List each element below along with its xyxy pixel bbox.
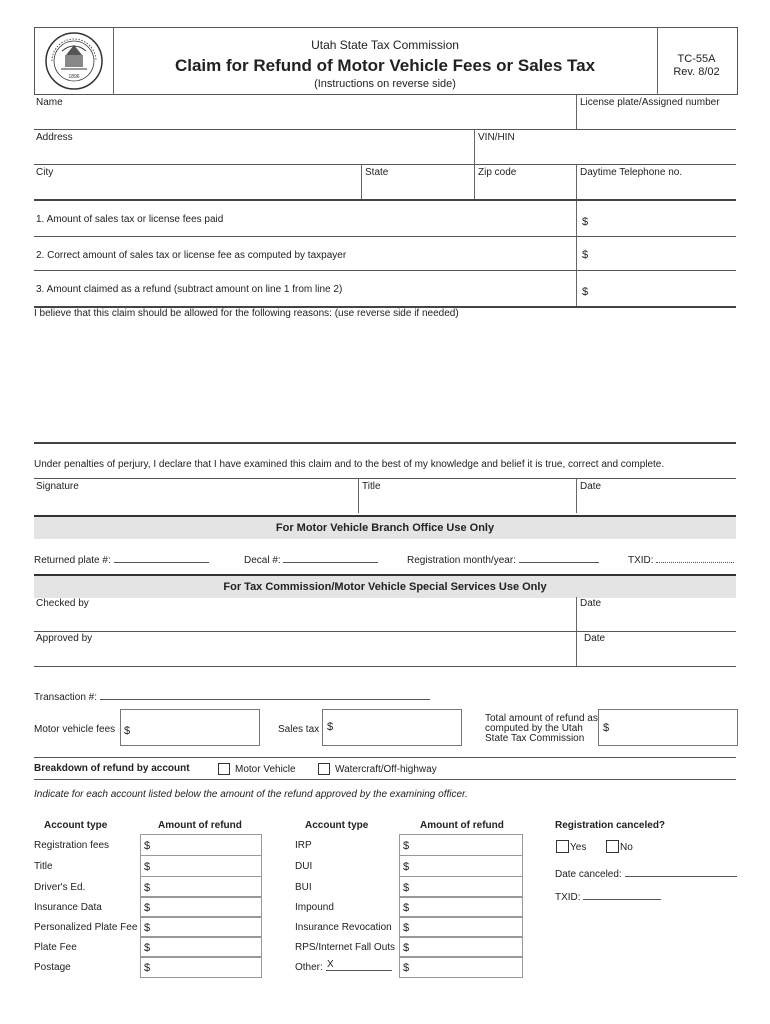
date-canceled-field[interactable] — [625, 866, 737, 877]
address-field[interactable] — [34, 143, 472, 163]
other-underline[interactable] — [326, 970, 392, 971]
form-revision: Rev. 8/02 — [673, 66, 720, 78]
line-1-label: 1. Amount of sales tax or license fees paid — [36, 214, 224, 225]
mv-fees-label: Motor vehicle fees — [34, 724, 116, 735]
line-3-amount[interactable] — [592, 276, 734, 302]
right-account-label: Other: — [295, 962, 323, 973]
left-account-label: Driver's Ed. — [34, 882, 86, 893]
left-amount-field[interactable] — [140, 855, 262, 877]
right-account-label: DUI — [295, 861, 313, 872]
left-amount-dollar: $ — [144, 902, 151, 914]
right-amount-field[interactable] — [399, 896, 523, 918]
line-3-label: 3. Amount claimed as a refund (subtract amount on line 1 from line 2) — [36, 284, 343, 295]
form-number: TC-55A — [677, 53, 716, 65]
state-label: State — [365, 167, 389, 178]
transaction-text: Transaction #: — [34, 692, 97, 703]
date-field[interactable] — [578, 492, 736, 512]
yes-label: Yes — [570, 842, 587, 853]
date-canceled-text: Date canceled: — [555, 869, 622, 880]
right-account-label: Insurance Revocation — [295, 922, 392, 933]
right-amount-header: Amount of refund — [420, 820, 504, 831]
decal-text: Decal #: — [244, 555, 281, 566]
right-amount-field[interactable] — [399, 916, 523, 938]
returned-plate-text: Returned plate #: — [34, 555, 111, 566]
line-1-amount[interactable] — [592, 206, 734, 232]
mv-fees-dollar: $ — [124, 725, 131, 737]
returned-plate-label — [34, 552, 209, 566]
signature-field[interactable] — [34, 492, 356, 512]
right-account-type-header: Account type — [305, 820, 369, 831]
perjury-statement: Under penalties of perjury, I declare that I have examined this claim and to the best of my knowledge and belief it is true, correct and complete. — [34, 459, 665, 470]
left-account-label: Plate Fee — [34, 942, 77, 953]
left-amount-field[interactable] — [140, 834, 262, 856]
transaction-field[interactable] — [100, 689, 430, 700]
left-amount-field[interactable] — [140, 916, 262, 938]
right-amount-dollar: $ — [403, 902, 410, 914]
checked-by-field[interactable] — [34, 610, 574, 630]
svg-text:1896: 1896 — [68, 74, 80, 80]
right-amount-field[interactable] — [399, 834, 523, 856]
left-account-label: Registration fees — [34, 840, 110, 851]
left-account-label: Postage — [34, 962, 71, 973]
sales-tax-label: Sales tax — [278, 724, 320, 735]
right-amount-field[interactable] — [399, 876, 523, 898]
left-amount-field[interactable] — [140, 936, 262, 958]
right-amount-dollar: $ — [403, 922, 410, 934]
title-label: Title — [362, 481, 381, 492]
left-amount-dollar: $ — [144, 922, 151, 934]
left-amount-header: Amount of refund — [158, 820, 242, 831]
branch-txid-field[interactable] — [656, 552, 734, 563]
phone-field[interactable] — [578, 178, 736, 198]
phone-label: Daytime Telephone no. — [580, 167, 683, 178]
breakdown-label: Breakdown of refund by account — [34, 763, 190, 774]
cancel-txid-text: TXID: — [555, 892, 581, 903]
name-label: Name — [36, 97, 63, 108]
sales-tax-field[interactable] — [322, 709, 462, 746]
left-amount-dollar: $ — [144, 962, 151, 974]
breakdown-instruction: Indicate for each account listed below the amount of the refund approved by the examining officer. — [34, 789, 468, 800]
date-canceled-label — [555, 866, 737, 880]
license-plate-field[interactable] — [578, 108, 736, 128]
city-label: City — [36, 167, 54, 178]
title-field[interactable] — [360, 492, 574, 512]
right-account-label: RPS/Internet Fall Outs — [295, 942, 396, 953]
total-refund-dollar: $ — [603, 722, 610, 734]
watercraft-label: Watercraft/Off-highway — [335, 764, 437, 775]
approved-by-field[interactable] — [34, 645, 574, 665]
left-amount-field[interactable] — [140, 896, 262, 918]
name-field[interactable] — [34, 108, 574, 128]
checked-by-label: Checked by — [36, 598, 89, 609]
left-amount-dollar: $ — [144, 942, 151, 954]
mv-fees-field[interactable] — [120, 709, 260, 746]
left-amount-dollar: $ — [144, 861, 151, 873]
left-account-label: Insurance Data — [34, 902, 102, 913]
branch-txid-text: TXID: — [628, 555, 654, 566]
registration-text: Registration month/year: — [407, 555, 516, 566]
approved-date-field[interactable] — [578, 645, 736, 665]
cancel-txid-field[interactable] — [583, 889, 661, 900]
branch-office-heading: For Motor Vehicle Branch Office Use Only — [34, 515, 736, 539]
right-amount-dollar: $ — [403, 840, 410, 852]
reasons-label: I believe that this claim should be allowed for the following reasons: (use reverse side if needed) — [34, 308, 459, 319]
form-subtitle: (Instructions on reverse side) — [314, 78, 456, 90]
line-2-dollar: $ — [582, 249, 589, 261]
registration-field[interactable] — [519, 552, 599, 563]
other-value: X — [327, 959, 334, 970]
right-amount-field[interactable] — [399, 956, 523, 978]
motor-vehicle-checkbox[interactable] — [218, 763, 230, 775]
right-amount-field[interactable] — [399, 855, 523, 877]
agency-name: Utah State Tax Commission — [311, 38, 459, 52]
left-account-label: Personalized Plate Fee — [34, 922, 138, 933]
vin-field[interactable] — [476, 143, 734, 163]
form-title: Claim for Refund of Motor Vehicle Fees or Sales Tax — [174, 56, 596, 75]
zip-field[interactable] — [476, 178, 574, 198]
signature-label: Signature — [36, 481, 79, 492]
total-refund-field[interactable] — [598, 709, 738, 746]
right-account-label: Impound — [295, 902, 334, 913]
vin-label: VIN/HIN — [478, 132, 515, 143]
no-checkbox[interactable] — [606, 840, 619, 853]
line-1-dollar: $ — [582, 216, 589, 228]
left-account-label: Title — [34, 861, 53, 872]
reasons-textarea[interactable] — [34, 322, 736, 440]
special-services-heading: For Tax Commission/Motor Vehicle Special Services Use Only — [34, 574, 736, 598]
left-amount-field[interactable] — [140, 956, 262, 978]
registration-canceled-heading: Registration canceled? — [555, 820, 666, 831]
line-3-dollar: $ — [582, 286, 589, 298]
line-2-amount[interactable] — [592, 240, 734, 266]
decal-field[interactable] — [283, 552, 378, 563]
sales-tax-dollar: $ — [327, 721, 334, 733]
right-amount-dollar: $ — [403, 962, 410, 974]
left-amount-dollar: $ — [144, 882, 151, 894]
returned-plate-field[interactable] — [114, 552, 209, 563]
right-amount-field[interactable] — [399, 936, 523, 958]
decal-label — [244, 552, 378, 566]
approved-by-label: Approved by — [36, 633, 93, 644]
left-account-type-header: Account type — [44, 820, 108, 831]
total-refund-label: Total amount of refund as computed by the Utah State Tax Commission — [485, 713, 598, 744]
registration-label — [407, 552, 599, 566]
zip-label: Zip code — [478, 167, 517, 178]
address-label: Address — [36, 132, 73, 143]
right-account-label: IRP — [295, 840, 312, 851]
motor-vehicle-label: Motor Vehicle — [235, 764, 296, 775]
date-label: Date — [580, 481, 602, 492]
right-account-label: BUI — [295, 882, 312, 893]
city-field[interactable] — [34, 178, 359, 198]
license-plate-label: License plate/Assigned number — [580, 97, 720, 108]
left-amount-field[interactable] — [140, 876, 262, 898]
approved-date-label: Date — [584, 633, 606, 644]
right-amount-dollar: $ — [403, 882, 410, 894]
right-amount-dollar: $ — [403, 861, 410, 873]
state-seal — [44, 31, 104, 96]
watercraft-checkbox[interactable] — [318, 763, 330, 775]
state-field[interactable] — [363, 178, 472, 198]
branch-txid-label — [628, 552, 734, 566]
cancel-txid-label — [555, 889, 661, 903]
left-amount-dollar: $ — [144, 840, 151, 852]
transaction-label — [34, 689, 430, 703]
right-amount-dollar: $ — [403, 942, 410, 954]
yes-checkbox[interactable] — [556, 840, 569, 853]
line-2-label: 2. Correct amount of sales tax or license fee as computed by taxpayer — [36, 250, 347, 261]
checked-date-label: Date — [580, 598, 602, 609]
checked-date-field[interactable] — [578, 610, 736, 630]
no-label: No — [620, 842, 633, 853]
